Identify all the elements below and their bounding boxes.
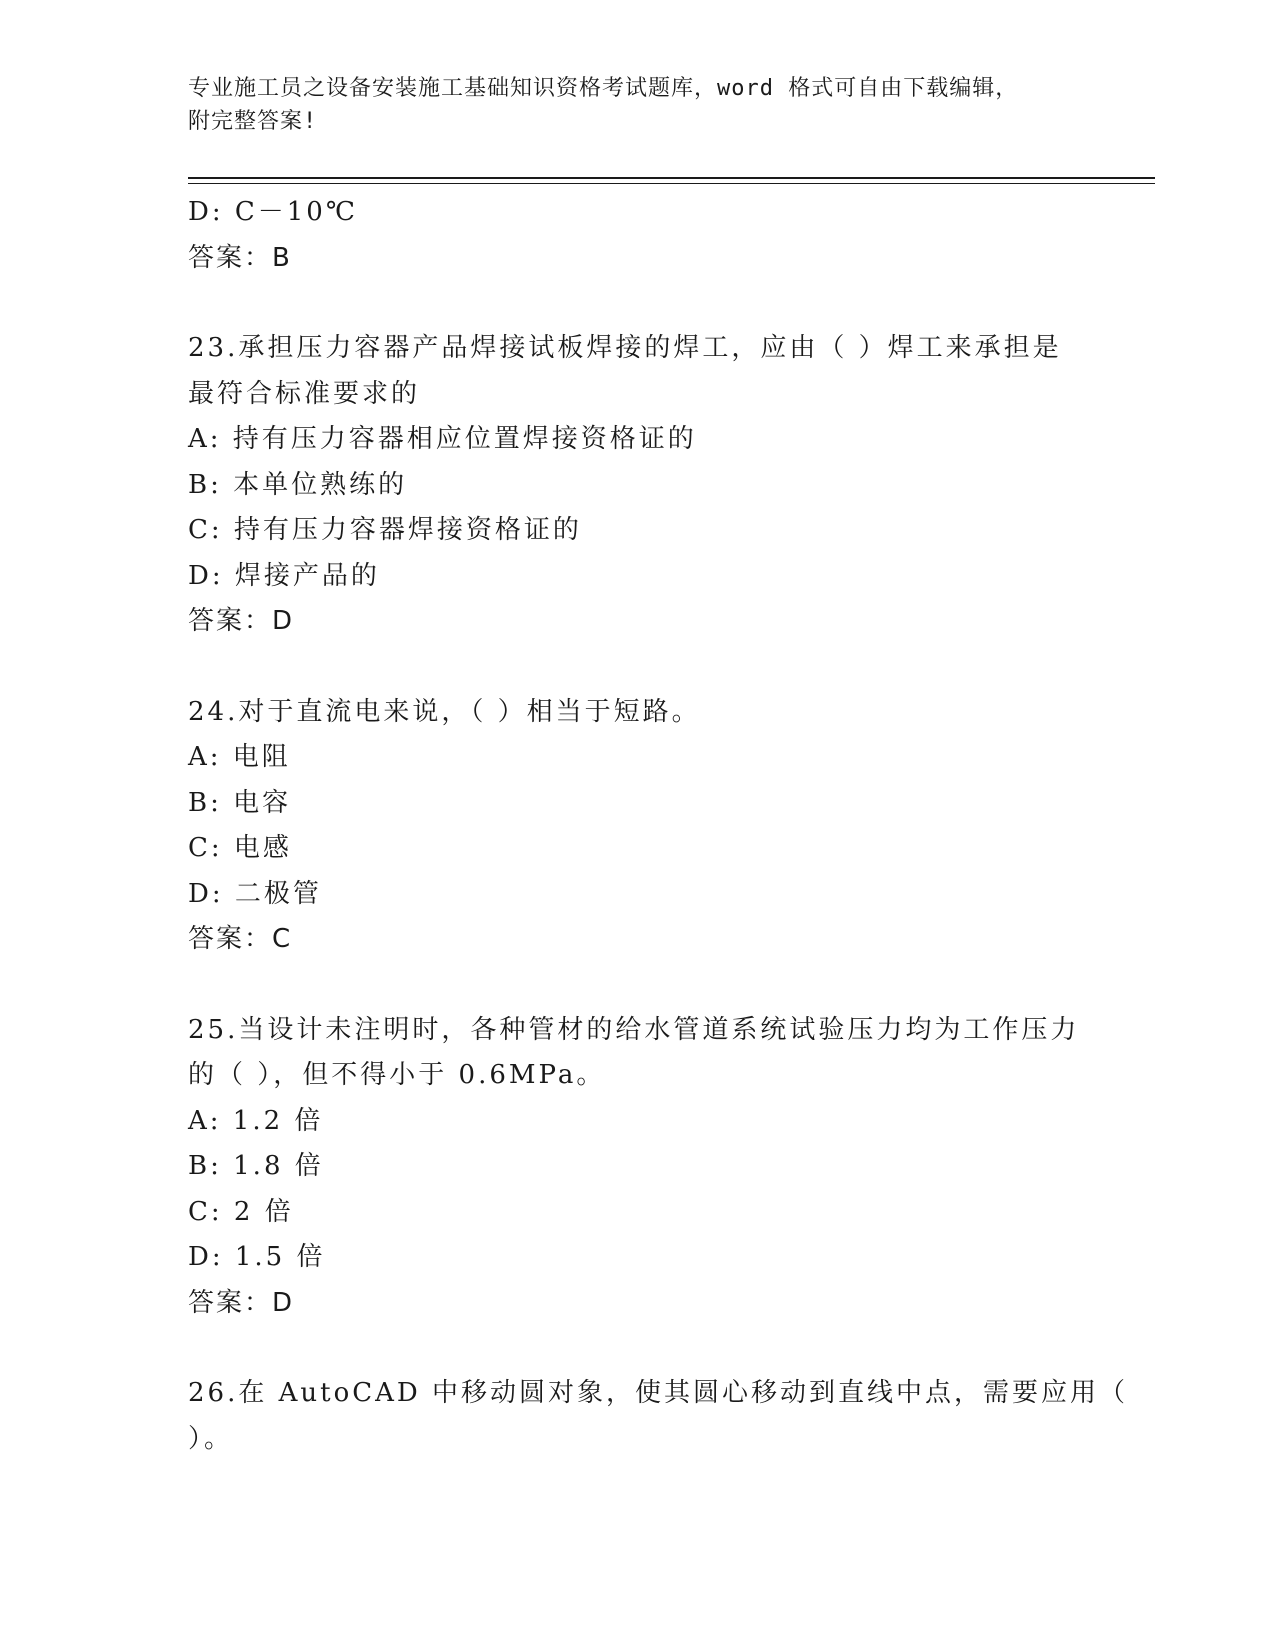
option-a: A: 电阻: [188, 742, 291, 772]
option-b: B: 本单位熟练的: [188, 469, 408, 500]
option-d: D: 1.5 倍: [188, 1242, 326, 1272]
question-stem-line: 26.在 AutoCAD 中移动圆对象，使其圆心移动到直线中点，需要应用（: [188, 1378, 1129, 1408]
block-spacer: [188, 1326, 1088, 1371]
question-block-22-tail: [188, 190, 1088, 281]
document-header: [188, 72, 1068, 138]
option-b: B: 电容: [188, 787, 292, 818]
header-divider-thick: [188, 177, 1155, 179]
option-c: C: 2 倍: [188, 1196, 294, 1227]
header-title-line-1: 专业施工员之设备安装施工基础知识资格考试题库，word 格式可自由下载编辑，: [188, 76, 1019, 101]
option-b: B: 1.8 倍: [188, 1151, 324, 1181]
option-d: D: 二极管: [188, 878, 322, 909]
question-stem-line: 的（ ），但不得小于 0.6MPa。: [188, 1060, 606, 1090]
header-divider-thin: [188, 183, 1155, 184]
question-stem-line: ）。: [188, 1423, 234, 1454]
question-list: [188, 190, 1129, 1462]
answer-line: 答案：D: [188, 1287, 295, 1318]
option-c: C: 持有压力容器焊接资格证的: [188, 515, 582, 545]
option-d: D: 焊接产品的: [188, 560, 380, 591]
answer-line: 答案：C: [188, 924, 293, 954]
block-spacer: [188, 645, 1088, 690]
block-spacer: [188, 281, 1088, 326]
option-a: A: 持有压力容器相应位置焊接资格证的: [188, 424, 697, 454]
block-spacer: [188, 963, 1088, 1008]
header-title-line-2: 附完整答案!: [188, 109, 318, 134]
option-d: D: C－10℃: [188, 197, 358, 227]
question-stem-line: 23.承担压力容器产品焊接试板焊接的焊工，应由（ ）焊工来承担是: [188, 333, 1062, 363]
question-block-24: [188, 690, 1088, 963]
question-block-23: [188, 326, 1088, 645]
option-c: C: 电感: [188, 833, 292, 863]
question-stem-line: 最符合标准要求的: [188, 378, 421, 409]
question-block-25: [188, 1008, 1088, 1327]
question-stem-line: 24.对于直流电来说，（ ）相当于短路。: [188, 696, 701, 727]
question-block-26: [188, 1371, 1129, 1462]
option-a: A: 1.2 倍: [188, 1105, 324, 1136]
answer-line: 答案：B: [188, 242, 292, 273]
question-stem-line: 25.当设计未注明时，各种管材的给水管道系统试验压力均为工作压力: [188, 1014, 1080, 1045]
answer-line: 答案：D: [188, 606, 295, 636]
